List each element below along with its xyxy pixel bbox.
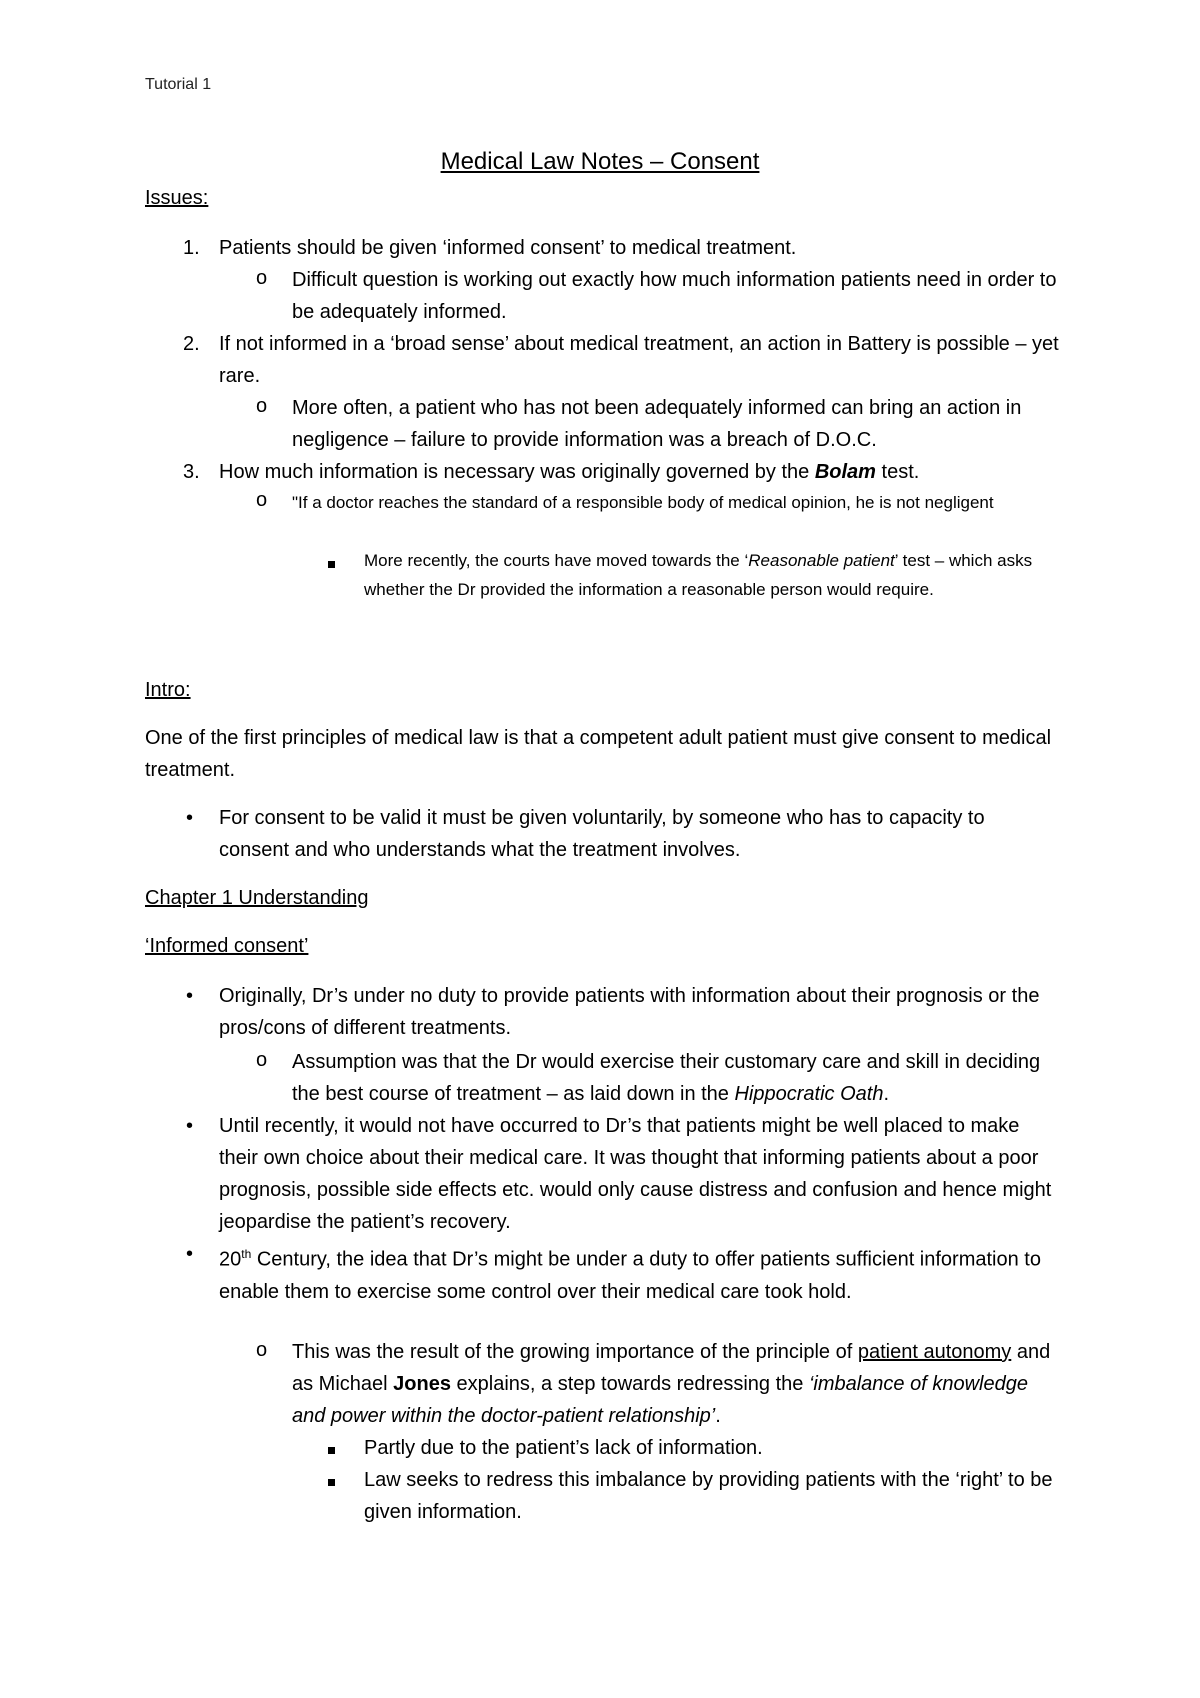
author-name: Jones <box>393 1373 451 1395</box>
text-segment: ’ test – which asks whether the Dr provided the information a reasonable person would require. <box>364 551 1033 599</box>
chapter-subitem <box>292 1336 1062 1432</box>
chapter-subsubitem: Law seeks to redress this imbalance by providing patients with the ‘right’ to be given information. <box>364 1469 1053 1523</box>
circle-bullet-icon: o <box>256 1339 268 1361</box>
text-segment: More recently, the courts have moved towards the ‘ <box>364 551 749 570</box>
text-segment: . <box>715 1405 721 1427</box>
test-name: Reasonable patient <box>748 551 895 570</box>
text-segment: . <box>883 1083 890 1105</box>
bullet-icon: • <box>186 985 194 1007</box>
chapter-bullet: Until recently, it would not have occurred to Dr’s that patients might be well placed to make their own choice about their medical care. It was thought that informing patients about a poor prognosis, possible side effects etc. would only cause distress and confusion and hence might jeopardise the patient’s recovery. <box>219 1115 1052 1233</box>
text-segment: 20 <box>219 1248 242 1271</box>
text-segment: test. <box>875 461 920 483</box>
intro-paragraph: One of the first principles of medical law is that a competent adult patient must give consent to medical treatment. <box>145 727 1052 781</box>
text-segment: Century, the idea that Dr’s might be under a duty to offer patients sufficient information to enable them to exercise some control over their medical care took hold. <box>219 1248 1041 1303</box>
oath-name: Hippocratic Oath <box>734 1083 884 1105</box>
list-item <box>219 456 1059 488</box>
quotation: ‘imbalance of knowledge and power within the doctor-patient relationship’ <box>292 1373 1028 1427</box>
issues-heading: Issues: <box>145 187 209 209</box>
text-segment: and as Michael <box>292 1341 1051 1395</box>
text-segment: Assumption was that the Dr would exercise their customary care and skill in deciding the best course of treatment – as laid down in the <box>292 1051 1041 1105</box>
superscript: th <box>241 1247 252 1261</box>
quote-subitem: "If a doctor reaches the standard of a responsible body of medical opinion, he is not negligent <box>292 493 994 512</box>
chapter-bullet: Originally, Dr’s under no duty to provide patients with information about their prognosis or the pros/cons of different treatments. <box>219 985 1040 1039</box>
page-header: Tutorial 1 <box>145 76 212 93</box>
underlined-term: patient autonomy <box>857 1341 1012 1363</box>
list-subsubitem <box>364 546 1064 604</box>
chapter-subitem <box>292 1046 1062 1110</box>
chapter-bullet <box>219 1238 1059 1308</box>
page-title: Medical Law Notes – Consent <box>440 148 760 175</box>
list-number: 2. <box>183 333 200 355</box>
intro-heading: Intro: <box>145 679 191 701</box>
list-item: Patients should be given ‘informed consent’ to medical treatment. <box>219 237 797 259</box>
intro-bullet: For consent to be valid it must be given voluntarily, by someone who has to capacity to consent and who understands what the treatment involves. <box>219 807 985 861</box>
list-subitem: More often, a patient who has not been adequately informed can bring an action in negligence – failure to provide information was a breach of D.O.C. <box>292 397 1022 451</box>
bullet-icon: • <box>186 807 194 829</box>
square-bullet-icon <box>328 546 335 578</box>
bullet-icon: • <box>186 1243 194 1265</box>
text-segment: explains, a step towards redressing the <box>450 1373 809 1395</box>
chapter-subsubitem: Partly due to the patient’s lack of information. <box>364 1437 763 1459</box>
list-subitem: Difficult question is working out exactly how much information patients need in order to be adequately informed. <box>292 269 1057 323</box>
circle-bullet-icon: o <box>256 489 268 511</box>
text-segment: How much information is necessary was originally governed by the <box>219 461 815 483</box>
circle-bullet-icon: o <box>256 267 268 289</box>
list-number: 1. <box>183 237 200 259</box>
circle-bullet-icon: o <box>256 395 268 417</box>
circle-bullet-icon: o <box>256 1049 268 1071</box>
case-name: Bolam <box>814 461 876 483</box>
square-bullet-icon <box>328 1464 335 1496</box>
bullet-icon: • <box>186 1115 194 1137</box>
list-number: 3. <box>183 461 200 483</box>
square-bullet-icon <box>328 1432 335 1464</box>
list-item: If not informed in a ‘broad sense’ about medical treatment, an action in Battery is possible – yet rare. <box>219 333 1059 387</box>
text-segment: This was the result of the growing importance of the principle of <box>292 1341 858 1363</box>
chapter-subheading: ‘Informed consent’ <box>145 935 309 957</box>
chapter-heading: Chapter 1 Understanding <box>145 887 369 909</box>
